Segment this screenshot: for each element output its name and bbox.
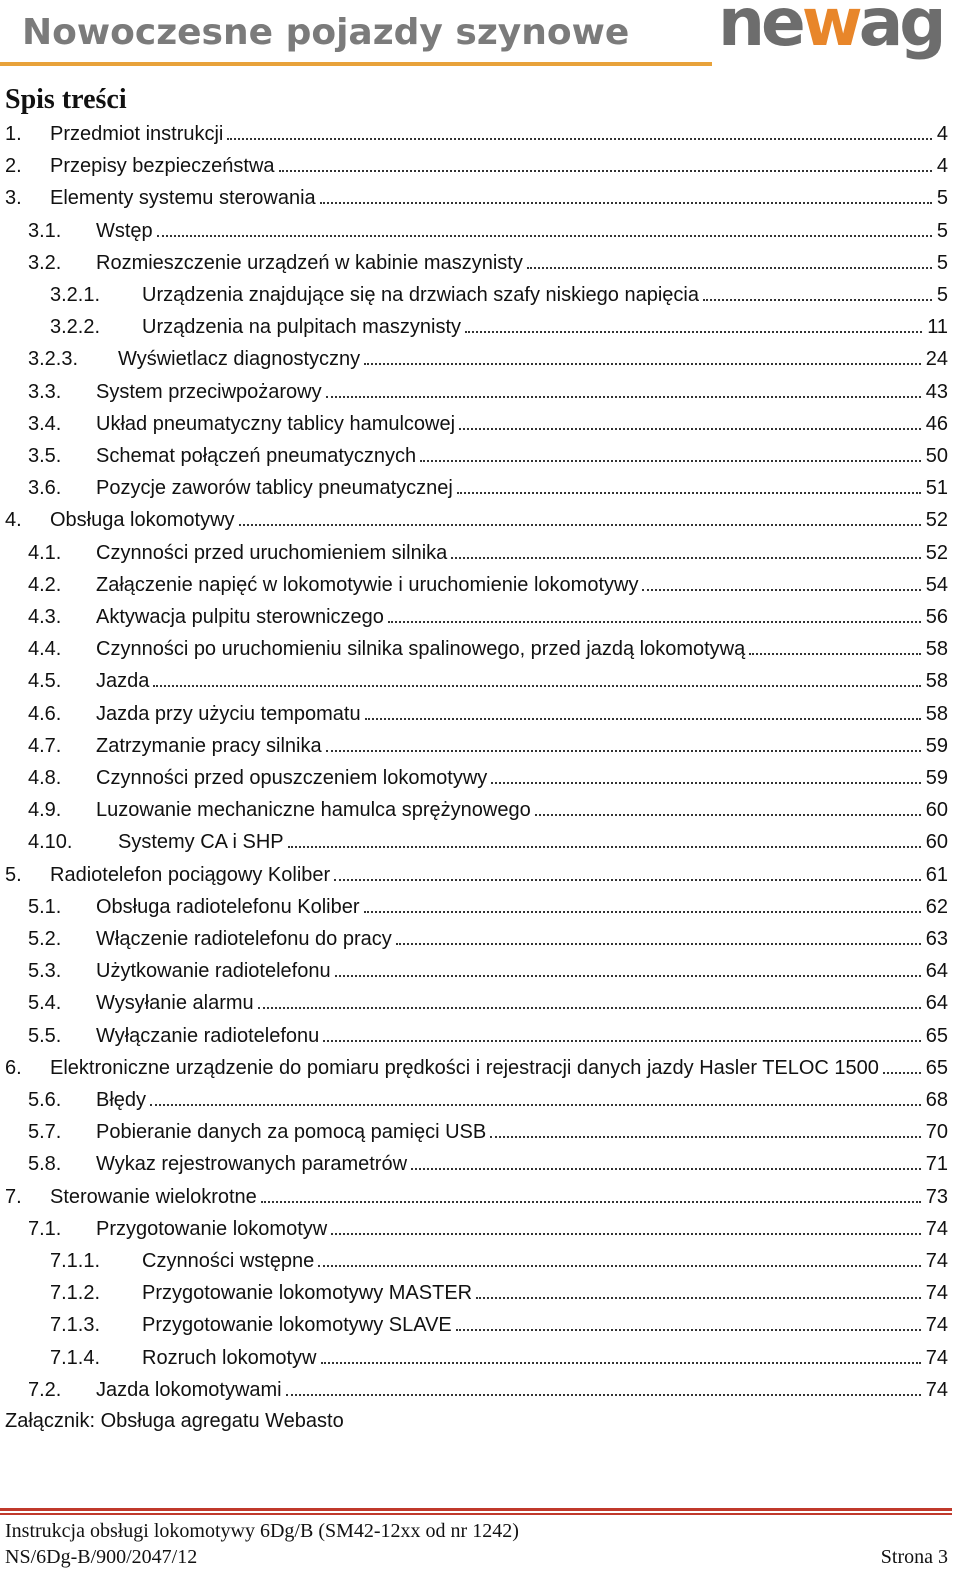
toc-entry[interactable]: [28, 989, 948, 1021]
toc-entry-number: 4.10.: [28, 831, 73, 854]
toc-entry[interactable]: [50, 1279, 948, 1311]
toc-entry[interactable]: [28, 1150, 948, 1182]
toc-entry-title: Obsługa lokomotywy: [50, 509, 235, 532]
toc-leader-dots: [490, 1118, 921, 1138]
toc-entry[interactable]: [5, 184, 948, 216]
toc-leader-dots: [261, 1183, 921, 1203]
toc-entry-page: 24: [925, 348, 948, 371]
toc-entry-number: 7.1.1.: [50, 1250, 101, 1272]
toc-entry-title: Układ pneumatyczny tablicy hamulcowej: [96, 412, 456, 435]
toc-entry-page: 59: [925, 767, 948, 789]
toc-entry-title: Elementy systemu sterowania: [50, 187, 316, 210]
toc-entry-title: Jazda przy użyciu tempomatu: [96, 702, 361, 725]
toc-entry[interactable]: [28, 474, 948, 506]
toc-entry-number: 1.: [5, 123, 22, 145]
toc-entry-page: 58: [925, 638, 948, 661]
toc-entry[interactable]: [5, 506, 948, 538]
toc-entry-number: 3.2.: [28, 251, 62, 274]
toc-entry-page: 74: [925, 1378, 948, 1401]
toc-entry[interactable]: [28, 442, 948, 474]
toc-entry-title: Błędy: [96, 1089, 147, 1111]
toc-entry-page: 4: [936, 155, 948, 178]
toc-entry-title: Przygotowanie lokomotywy MASTER: [142, 1282, 473, 1305]
toc-leader-dots: [318, 1247, 920, 1267]
toc-entry-page: 5: [936, 219, 948, 242]
toc-entry-title: Systemy CA i SHP: [118, 831, 284, 854]
toc-leader-dots: [364, 893, 921, 913]
toc-entry-title: Załączenie napięć w lokomotywie i uruchomienie lokomotywy: [96, 573, 639, 596]
toc-entry-page: 64: [925, 960, 948, 983]
toc-entry-title: Urządzenia na pulpitach maszynisty: [142, 316, 462, 339]
toc-leader-dots: [258, 989, 921, 1009]
footer-rule-thin: [0, 1513, 952, 1515]
toc-entry-title: Elektroniczne urządzenie do pomiaru prędkości i rejestracji danych jazdy Hasler TELOC 1500: [50, 1056, 879, 1079]
toc-entry-title: Aktywacja pulpitu sterowniczego: [96, 606, 384, 628]
toc-leader-dots: [364, 345, 921, 365]
toc-entry[interactable]: [28, 828, 948, 860]
toc-entry-number: 7.1.3.: [50, 1314, 101, 1337]
toc-entry-number: 5.3.: [28, 960, 62, 983]
page-header: [0, 0, 960, 70]
toc-entry-page: 74: [925, 1217, 948, 1240]
toc-leader-dots: [456, 1311, 921, 1331]
toc-entry-title: Zatrzymanie pracy silnika: [96, 734, 322, 757]
toc-entry-title: Wstęp: [96, 219, 153, 242]
toc-entry-number: 3.2.2.: [50, 316, 101, 339]
toc-entry-page: 51: [925, 477, 948, 500]
toc-entry-page: 5: [936, 187, 948, 210]
toc-entry-title: Jazda lokomotywami: [96, 1378, 282, 1401]
toc-entry-number: 4.9.: [28, 799, 62, 822]
toc-leader-dots: [157, 217, 932, 237]
toc-entry-page: 70: [925, 1121, 948, 1144]
toc-entry-page: 58: [925, 670, 948, 693]
toc-entry-title: Wyłączanie radiotelefonu: [96, 1024, 320, 1047]
toc-entry-page: 59: [925, 734, 948, 757]
toc-entry-title: Urządzenia znajdujące się na drzwiach szafy niskiego napięcia: [142, 284, 699, 306]
toc-entry-title: Pozycje zaworów tablicy pneumatycznej: [96, 477, 453, 500]
footer-rule: [0, 1508, 952, 1511]
toc-leader-dots: [365, 700, 921, 720]
toc-entry-title: Przepisy bezpieczeństwa: [50, 155, 275, 178]
toc-entry[interactable]: [50, 1344, 948, 1376]
toc-entry-page: 68: [925, 1089, 948, 1111]
toc-entry[interactable]: [50, 313, 948, 345]
toc-leader-dots: [323, 1022, 920, 1042]
toc-entry-title: Przygotowanie lokomotywy SLAVE: [142, 1314, 452, 1337]
toc-entry[interactable]: [28, 603, 948, 635]
toc-entry-page: 46: [925, 412, 948, 435]
toc-entry[interactable]: [28, 957, 948, 989]
toc-entry-number: 7.2.: [28, 1378, 62, 1401]
toc-entry-page: 62: [925, 895, 948, 918]
toc-entry[interactable]: [28, 249, 948, 281]
toc-entry-number: 3.6.: [28, 477, 62, 500]
toc-entry[interactable]: [50, 281, 948, 313]
toc-entry-number: 4.2.: [28, 573, 62, 596]
toc-entry-title: Schemat połączeń pneumatycznych: [96, 445, 417, 467]
toc-entry-number: 2.: [5, 155, 22, 178]
toc-entry[interactable]: [28, 732, 948, 764]
toc-entry[interactable]: [28, 893, 948, 925]
toc-leader-dots: [457, 474, 921, 494]
footer-document-title: Instrukcja obsługi lokomotywy 6Dg/B (SM42-12xx od nr 1242): [5, 1520, 519, 1542]
toc-leader-dots: [420, 442, 921, 462]
toc-entry[interactable]: [5, 1183, 948, 1215]
toc-entry-page: 54: [925, 573, 948, 596]
toc-entry-title: Jazda: [96, 670, 150, 693]
toc-entry-page: 60: [925, 799, 948, 822]
toc-entry-number: 4.1.: [28, 541, 62, 564]
toc-leader-dots: [388, 603, 921, 623]
toc-entry-number: 4.7.: [28, 734, 62, 757]
toc-leader-dots: [150, 1086, 921, 1106]
toc-entry-number: 3.: [5, 187, 22, 210]
toc-entry[interactable]: [28, 410, 948, 442]
toc-entry-page: 58: [925, 702, 948, 725]
toc-entry-page: 64: [925, 992, 948, 1015]
toc-entry[interactable]: [28, 1118, 948, 1150]
toc-entry-page: 43: [925, 380, 948, 403]
toc-entry-page: 5: [936, 284, 948, 306]
toc-entry-page: 73: [925, 1185, 948, 1208]
toc-entry-title: Luzowanie mechaniczne hamulca sprężynowego: [96, 799, 531, 822]
toc-entry-number: 4.4.: [28, 638, 62, 661]
toc-leader-dots: [288, 828, 921, 848]
toc-entry[interactable]: [28, 345, 948, 377]
toc-entry[interactable]: [28, 1086, 948, 1118]
toc-entry-number: 4.3.: [28, 606, 62, 628]
toc-leader-dots: [239, 506, 921, 526]
toc-entry[interactable]: [5, 152, 948, 184]
newag-logo: [718, 0, 943, 66]
toc-entry-page: 50: [925, 445, 948, 467]
toc-leader-dots: [335, 957, 921, 977]
toc-entry[interactable]: [5, 1054, 948, 1086]
toc-entry[interactable]: [28, 539, 948, 571]
toc-entry[interactable]: [28, 635, 948, 667]
toc-entry-number: 3.2.1.: [50, 284, 101, 306]
toc-entry-number: 3.5.: [28, 445, 62, 467]
toc-entry-title: Czynności po uruchomieniu silnika spalinowego, przed jazdą lokomotywą: [96, 638, 746, 661]
toc-entry-page: 61: [925, 863, 948, 886]
toc-entry-page: 74: [925, 1250, 948, 1272]
footer-document-number: NS/6Dg-B/900/2047/12: [5, 1546, 198, 1568]
toc-entry-number: 5.5.: [28, 1024, 62, 1047]
toc-leader-dots: [491, 764, 920, 784]
toc-entry-page: 74: [925, 1282, 948, 1305]
toc-entry-title: Radiotelefon pociągowy Koliber: [50, 863, 331, 886]
toc-entry-page: 65: [925, 1056, 948, 1079]
toc-leader-dots: [286, 1376, 921, 1396]
toc-entry[interactable]: [28, 571, 948, 603]
toc-entry-title: Rozmieszczenie urządzeń w kabinie maszynisty: [96, 251, 523, 274]
toc-entry[interactable]: [28, 1215, 948, 1247]
toc-entry-title: System przeciwpożarowy: [96, 380, 322, 403]
toc-leader-dots: [411, 1150, 921, 1170]
toc-entry[interactable]: [5, 120, 948, 152]
toc-leader-dots: [320, 184, 932, 204]
toc-leader-dots: [396, 925, 921, 945]
toc-leader-dots: [642, 571, 920, 591]
toc-entry-number: 4.6.: [28, 702, 62, 725]
toc-entry-number: 4.: [5, 509, 22, 532]
toc-entry-title: Rozruch lokomotyw: [142, 1346, 317, 1369]
toc-entry-title: Pobieranie danych za pomocą pamięci USB: [96, 1121, 487, 1144]
toc-leader-dots: [465, 313, 922, 333]
toc-entry-number: 3.1.: [28, 219, 62, 242]
toc-leader-dots: [279, 152, 932, 172]
toc-entry-number: 4.8.: [28, 767, 62, 789]
toc-entry-number: 7.1.2.: [50, 1282, 101, 1305]
toc-leader-dots: [451, 539, 920, 559]
toc-entry-number: 6.: [5, 1056, 22, 1079]
toc-entry-title: Użytkowanie radiotelefonu: [96, 960, 331, 983]
toc-heading: Spis treści: [5, 84, 127, 115]
toc-entry-title: Wyświetlacz diagnostyczny: [118, 348, 361, 371]
toc-entry[interactable]: [28, 925, 948, 957]
toc-entry-title: Sterowanie wielokrotne: [50, 1185, 257, 1208]
toc-entry-number: 7.1.: [28, 1217, 62, 1240]
toc-leader-dots: [535, 796, 921, 816]
toc-leader-dots: [476, 1279, 921, 1299]
toc-leader-dots: [527, 249, 932, 269]
toc-entry-title: Włączenie radiotelefonu do pracy: [96, 928, 392, 950]
toc-entry-number: 4.5.: [28, 670, 62, 693]
logo-wordmark: newag: [718, 0, 943, 61]
toc-entry-page: 71: [925, 1153, 948, 1176]
toc-entry[interactable]: [28, 217, 948, 249]
footer-page-number: Strona 3: [880, 1546, 948, 1568]
toc-entry-page: 74: [925, 1314, 948, 1337]
toc-leader-dots: [153, 667, 920, 687]
header-rule: [0, 62, 712, 66]
toc-leader-dots: [227, 120, 931, 140]
toc-entry-number: 5.1.: [28, 895, 62, 918]
toc-entry-page: 5: [936, 251, 948, 274]
toc-entry-page: 11: [927, 316, 948, 339]
toc-entry-title: Czynności przed opuszczeniem lokomotywy: [96, 767, 488, 789]
toc-leader-dots: [326, 732, 921, 752]
toc-entry-title: Wykaz rejestrowanych parametrów: [96, 1153, 408, 1176]
toc-entry-number: 3.3.: [28, 380, 62, 403]
toc-entry-number: 5.8.: [28, 1153, 62, 1176]
toc-entry[interactable]: [50, 1311, 948, 1343]
toc-entry-title: Czynności przed uruchomieniem silnika: [96, 541, 448, 564]
toc-entry-page: 74: [925, 1346, 948, 1369]
toc-entry[interactable]: [28, 1022, 948, 1054]
toc-leader-dots: [331, 1215, 921, 1235]
toc-entry-number: 5.2.: [28, 928, 62, 950]
toc-leader-dots: [703, 281, 932, 301]
toc-leader-dots: [334, 861, 921, 881]
toc-entry[interactable]: [28, 667, 948, 699]
header-title: Nowoczesne pojazdy szynowe: [22, 12, 630, 53]
toc-entry-number: 5.4.: [28, 992, 62, 1015]
toc-entry[interactable]: [28, 1376, 948, 1408]
toc-entry[interactable]: [50, 1247, 948, 1279]
toc-entry-page: 52: [925, 541, 948, 564]
toc-entry-page: 52: [925, 509, 948, 532]
toc-entry-title: Przedmiot instrukcji: [50, 123, 224, 145]
toc-entry-number: 7.: [5, 1185, 22, 1208]
toc-entry-number: 5.: [5, 863, 22, 886]
toc-entry-number: 5.7.: [28, 1121, 62, 1144]
toc-leader-dots: [749, 635, 921, 655]
toc-entry-number: 3.2.3.: [28, 348, 79, 371]
toc-entry-title: Obsługa radiotelefonu Koliber: [96, 895, 360, 918]
toc-entry-title: Wysyłanie alarmu: [96, 992, 254, 1015]
toc-entry-title: Przygotowanie lokomotyw: [96, 1217, 328, 1240]
toc-entry[interactable]: [28, 700, 948, 732]
toc-entry-title: Czynności wstępne: [142, 1250, 315, 1272]
toc-entry-page: 60: [925, 831, 948, 854]
toc-entry[interactable]: [28, 796, 948, 828]
toc-leader-dots: [883, 1054, 921, 1074]
toc-entry-page: 4: [936, 123, 948, 145]
toc-entry[interactable]: [28, 764, 948, 796]
toc-entry-page: 56: [925, 606, 948, 628]
toc-entry[interactable]: [5, 861, 948, 893]
toc-leader-dots: [321, 1344, 921, 1364]
toc-entry-number: 3.4.: [28, 412, 62, 435]
toc-attachment[interactable]: Załącznik: Obsługa agregatu Webasto: [5, 1410, 344, 1432]
toc-leader-dots: [459, 410, 921, 430]
toc-entry[interactable]: [28, 378, 948, 410]
toc-entry-page: 65: [925, 1024, 948, 1047]
toc-entry-number: 7.1.4.: [50, 1346, 101, 1369]
toc-leader-dots: [326, 378, 921, 398]
toc-entry-number: 5.6.: [28, 1089, 62, 1111]
toc-entry-page: 63: [925, 928, 948, 950]
